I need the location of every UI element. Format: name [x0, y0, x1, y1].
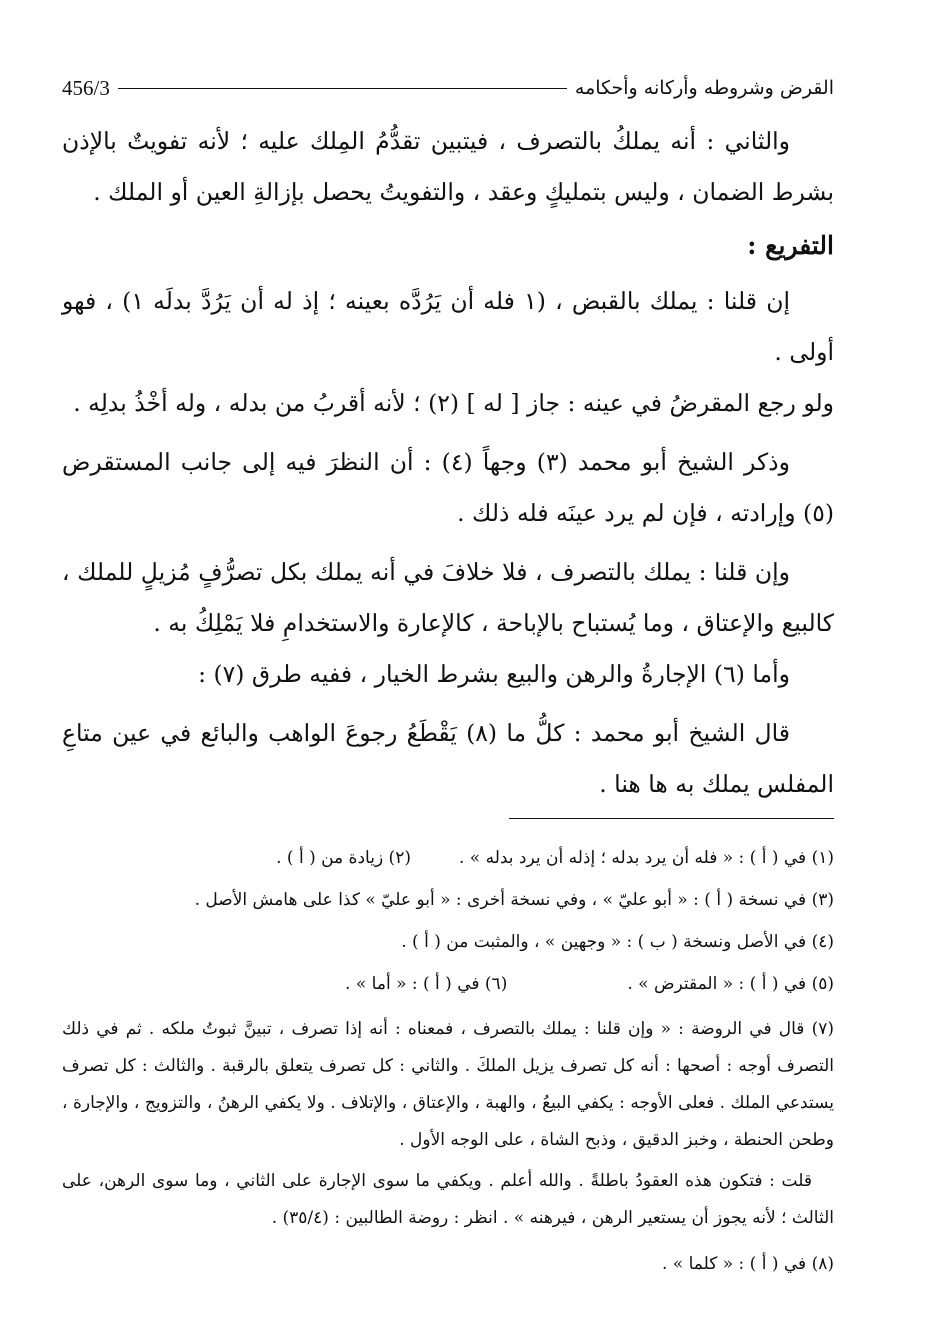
- paragraph-lender-return: ولو رجع المقرضُ في عينه : جاز [ له ] (٢) ؛ لأنه أقربُ من بدله ، وله أخْذُ بدلِه .: [73, 389, 834, 417]
- page-number: 456/3: [62, 75, 110, 100]
- document-page: [62, 68, 834, 1318]
- paragraph-lease: وأما (٦) الإجارةُ والرهن والبيع بشرط الخيار ، ففيه طرق (٧) :: [198, 660, 790, 688]
- footnote-1: (١) في ( أ ) : « فله أن يرد بدله ؛ إذله أن يرد بدله » .: [458, 848, 834, 868]
- footnote-rule: [509, 818, 834, 819]
- paragraph-second-opinion: والثاني : أنه يملكُ بالتصرف ، فيتبين تقدُّمُ المِلك عليه ؛ لأنه تفويتٌ بالإذن بشرط الضمان ، وليس بتمليكٍ وعقد ، والتفويتُ يحصل بإزالةِ العين أو الملك .: [62, 127, 834, 206]
- paragraph-bankrupt: قال الشيخ أبو محمد : كلُّ ما (٨) يَقْطَعُ رجوعَ الواهب والبائع في عين متاعِ المفلس يملك به ها هنا .: [62, 719, 834, 798]
- header-rule: [118, 88, 567, 89]
- footnote-3: (٣) في نسخة ( أ ) : « أبو عليّ » ، وفي نسخة أخرى : « أبو عليّ » كذا على هامش الأصل .: [194, 890, 834, 910]
- footnote-7-continued: قلت : فتكون هذه العقودُ باطلةً . والله أعلم . ويكفي ما سوى الإجارة على الثاني ، وما سوى الرهن، على الثالث ؛ لأنه يجوز أن يستعير الرهن ، فيرهنه » . انظر : روضة الطالبين : (٣٥/٤) .: [62, 1171, 834, 1228]
- footnote-row-1-2: [62, 837, 834, 879]
- footnote-4: (٤) في الأصل ونسخة ( ب ) : « وجهين » ، والمثبت من ( أ ) .: [401, 932, 834, 952]
- chapter-title: القرض وشروطه وأركانه وأحكامه: [574, 77, 834, 99]
- footnotes: [62, 837, 834, 1285]
- paragraph-abu-muhammad: وذكر الشيخ أبو محمد (٣) وجهاً (٤) : أن النظرَ فيه إلى جانب المستقرض (٥) وإرادته ، فإن لم يرد عينَه فله ذلك .: [62, 448, 834, 527]
- footnote-8: (٨) في ( أ ) : « كلما » .: [662, 1254, 834, 1274]
- footnote-row-5-6: [62, 963, 834, 1005]
- footnote-7: (٧) قال في الروضة : « وإن قلنا : يملك بالتصرف ، فمعناه : أنه إذا تصرف ، تبينَّ ثبوتُ ملكه . ثم في ذلك التصرف أوجه : أصحها : أنه كل تصرف يزيل الملكَ . والثاني : كل تصرف يتعلق بالرقبة . والثالث : كل تصرف يستدعي الملك . فعلى الأوجه : يكفي البيعُ ، والهبة ، والإعتاق ، والإتلاف . ولا يكفي الرهنُ ، والتزويج ، والإجارة ، وطحن الحنطة ، وخبز الدقيق ، وذبح الشاة ، على الوجه الأول .: [62, 1019, 834, 1150]
- footnote-6: (٦) في ( أ ) : « أما » .: [345, 974, 508, 994]
- main-text: [62, 116, 834, 810]
- section-heading: التفريع :: [747, 231, 834, 260]
- running-header: [62, 68, 834, 108]
- paragraph-receipt: إن قلنا : يملك بالقبض ، (١ فله أن يَرُدَّه بعينه ؛ إذ له أن يَرُدَّ بدلَه ١) ، فهو أولى .: [62, 287, 834, 366]
- paragraph-disposal: وإن قلنا : يملك بالتصرف ، فلا خلافَ في أنه يملك بكل تصرُّفٍ مُزيلٍ للملك ، كالبيع والإعتاق ، وما يُستباح بالإباحة ، كالإعارة والاستخدامِ فلا يَمْلِكُ به .: [62, 558, 834, 637]
- footnote-5: (٥) في ( أ ) : « المقترض » .: [627, 974, 834, 994]
- footnote-2: (٢) زيادة من ( أ ) .: [276, 848, 411, 868]
